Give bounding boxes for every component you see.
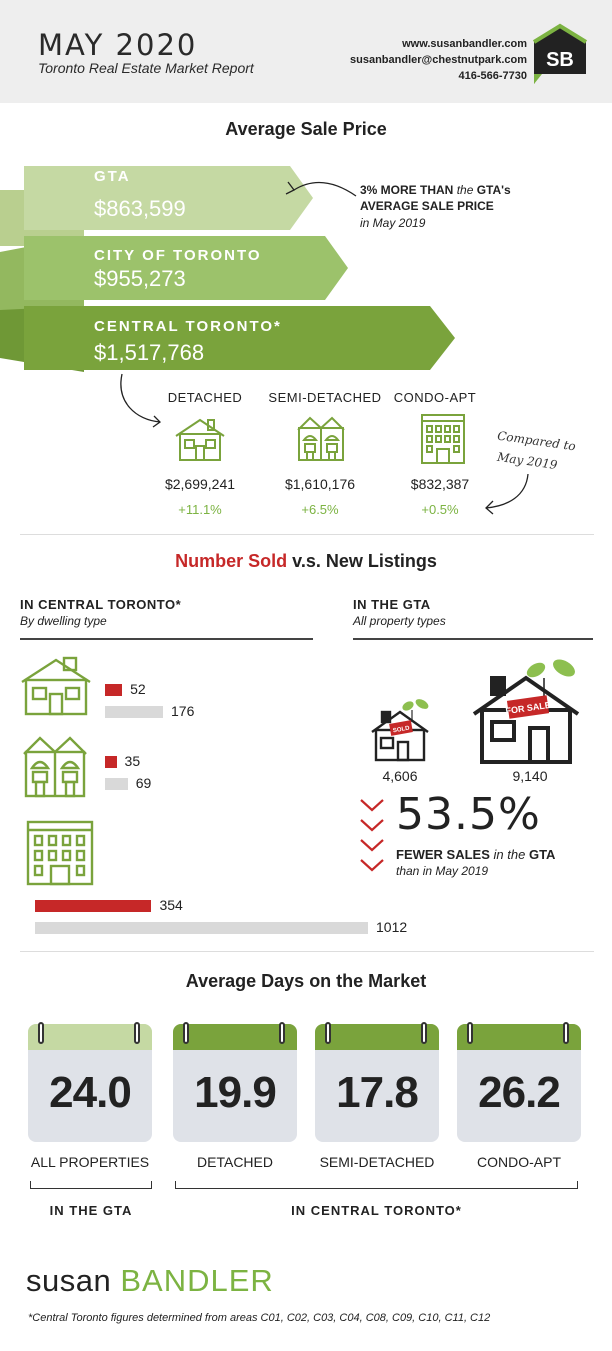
calendar-ring-icon [467,1022,473,1044]
calendar-ring-icon [38,1022,44,1044]
days-label-condo: CONDO-APT [477,1154,561,1170]
gta-subheader: All property types [353,614,446,628]
detached-row-icon [20,654,92,718]
down-chevrons-icon [358,796,386,882]
gta-listings-value: 9,140 [512,768,548,784]
avg-price-title: Average Sale Price [225,119,387,139]
listing-bar-semi [105,778,128,790]
central-banner-label: CENTRAL TORONTO* [94,318,282,335]
calendar-ring-icon [279,1022,285,1044]
type-label-detached: DETACHED [167,390,243,405]
days-value-detached: 19.9 [194,1068,276,1117]
gta-note-line2: AVERAGE SALE PRICE [360,199,494,213]
days-label-all: ALL PROPERTIES [30,1154,150,1170]
note-arrow-icon [280,176,360,216]
brand-wordmark: susan BANDLER [26,1263,274,1298]
compared-note-line2: May 2019 [496,449,559,473]
days-value-semi: 17.8 [336,1068,418,1117]
central-subheader: By dwelling type [20,614,107,628]
scope-central: IN CENTRAL TORONTO* [291,1203,462,1218]
divider-2 [20,951,594,952]
website-link[interactable]: www.susanbandler.com [402,38,527,50]
gta-banner-value: $863,599 [94,196,186,221]
gta-fewer-note-line1: FEWER SALES in the GTA [396,847,556,862]
scope-gta: IN THE GTA [49,1203,133,1218]
sold-bar-detached [105,684,122,696]
gta-note-line3: in May 2019 [360,216,426,230]
semi-detached-icon [296,414,346,464]
compared-note-line1: Compared to [496,428,577,454]
for-sale-sign-text: FOR SALE [504,699,552,717]
central-banner [24,306,455,370]
price-condo: $832,387 [410,476,470,492]
sold-value-detached: 52 [130,681,146,697]
listing-value-semi: 69 [135,775,152,791]
gta-note-line1: 3% MORE THAN the GTA's [360,183,511,197]
type-label-condo: CONDO-APT [393,390,477,405]
sb-logo-icon [530,22,590,88]
central-rule [20,638,313,640]
central-banner-value: $1,517,768 [94,340,205,365]
days-title: Average Days on the Market [185,971,427,991]
change-semi: +6.5% [301,502,339,517]
sold-title: Number Sold v.s. New Listings [175,551,437,571]
gta-sold-value: 4,606 [382,768,418,784]
days-value-all: 24.0 [49,1068,131,1117]
detached-house-icon [174,414,226,464]
city-banner-value: $955,273 [94,266,186,291]
listing-value-condo: 1012 [376,919,408,935]
change-condo: +0.5% [421,502,459,517]
calendar-ring-icon [421,1022,427,1044]
compared-arrow-icon [478,470,538,516]
gta-fewer-note-line2: than in May 2019 [396,864,489,878]
listing-value-detached: 176 [171,703,195,719]
phone-number: 416-566-7730 [458,70,527,82]
sold-value-semi: 35 [124,753,141,769]
condo-row-icon [24,818,96,888]
type-label-semi: SEMI-DETACHED [268,390,382,405]
sold-bar-semi [105,756,117,768]
gta-bracket [30,1181,152,1189]
calendar-ring-icon [183,1022,189,1044]
change-detached: +11.1% [178,502,222,517]
sold-value-condo: 354 [159,897,183,913]
calendar-ring-icon [134,1022,140,1044]
days-value-condo: 26.2 [478,1068,560,1117]
days-label-semi: SEMI-DETACHED [319,1154,435,1170]
days-label-detached: DETACHED [197,1154,273,1170]
central-header: IN CENTRAL TORONTO* [20,597,182,612]
gta-header: IN THE GTA [353,597,431,612]
sold-house-icon [368,694,436,764]
sold-sign-text: SOLD [392,725,411,735]
central-bracket [175,1181,578,1189]
price-detached: $2,699,241 [164,476,236,492]
report-subtitle: Toronto Real Estate Market Report [38,60,254,76]
divider-1 [20,534,594,535]
listing-bar-detached [105,706,163,718]
logo-text: SB [546,49,574,71]
calendar-ring-icon [325,1022,331,1044]
email-link[interactable]: susanbandler@chestnutpark.com [350,54,527,66]
gta-rule [353,638,593,640]
condo-building-icon [418,411,468,465]
city-banner-label: CITY OF TORONTO [94,247,262,264]
report-month: MAY 2020 [38,28,198,62]
gta-banner-label: GTA [94,168,131,185]
semi-row-icon [22,734,88,800]
price-semi: $1,610,176 [284,476,356,492]
for-sale-house-icon [470,654,586,766]
gta-fewer-pct: 53.5% [396,789,541,840]
sold-bar-condo [35,900,151,912]
footnote: *Central Toronto figures determined from areas C01, C02, C03, C04, C08, C09, C10, C11, C12 [28,1312,491,1324]
listing-bar-condo [35,922,368,934]
calendar-ring-icon [563,1022,569,1044]
city-banner [24,236,348,300]
